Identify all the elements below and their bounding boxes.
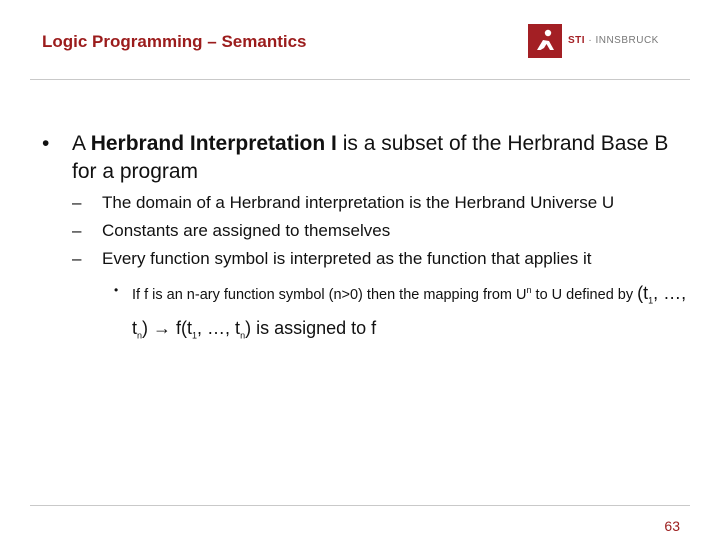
small-bullet-marker: • xyxy=(114,283,119,297)
dash-marker: – xyxy=(72,193,82,212)
sub-item-text: Constants are assigned to themselves xyxy=(102,221,391,240)
sub-item xyxy=(42,192,692,214)
nested-text-1: If f is an n-ary function symbol (n>0) then the mapping from U xyxy=(132,286,527,303)
bullet-post: is a subset of the Herbrand Base B for a program xyxy=(72,132,669,183)
logo-text xyxy=(568,35,659,46)
sub-item xyxy=(42,248,692,270)
dash-marker: – xyxy=(72,221,82,240)
logo-name: INNSBRUCK xyxy=(595,35,659,46)
slide-body xyxy=(42,130,692,350)
sub-item-text: Every function symbol is interpreted as the function that applies it xyxy=(102,249,592,268)
slide-title: Logic Programming – Semantics xyxy=(42,32,307,51)
superscript-n: n xyxy=(526,285,532,295)
bullet-pre: A xyxy=(72,132,91,155)
bullet-marker: • xyxy=(42,132,50,155)
sub-item xyxy=(42,220,692,242)
footer-divider xyxy=(30,505,690,506)
header-divider xyxy=(30,79,690,80)
bullet-bold: Herbrand Interpretation I xyxy=(90,132,337,155)
logo-separator: · xyxy=(585,35,596,46)
mapping-formula: ($t_1$, …, $t_n) \to f(t_1$, …, $t_n$) is assigned to f xyxy=(132,282,687,342)
nested-text-2: to U defined by xyxy=(531,286,638,303)
page-number: 63 xyxy=(664,518,680,534)
logo-icon xyxy=(528,24,562,58)
nested-bullet xyxy=(42,276,692,350)
sub-item-text: The domain of a Herbrand interpretation is the Herbrand Universe U xyxy=(102,193,615,212)
main-bullet xyxy=(42,130,692,186)
logo-prefix: STI xyxy=(568,35,586,46)
dash-marker: – xyxy=(72,249,82,268)
